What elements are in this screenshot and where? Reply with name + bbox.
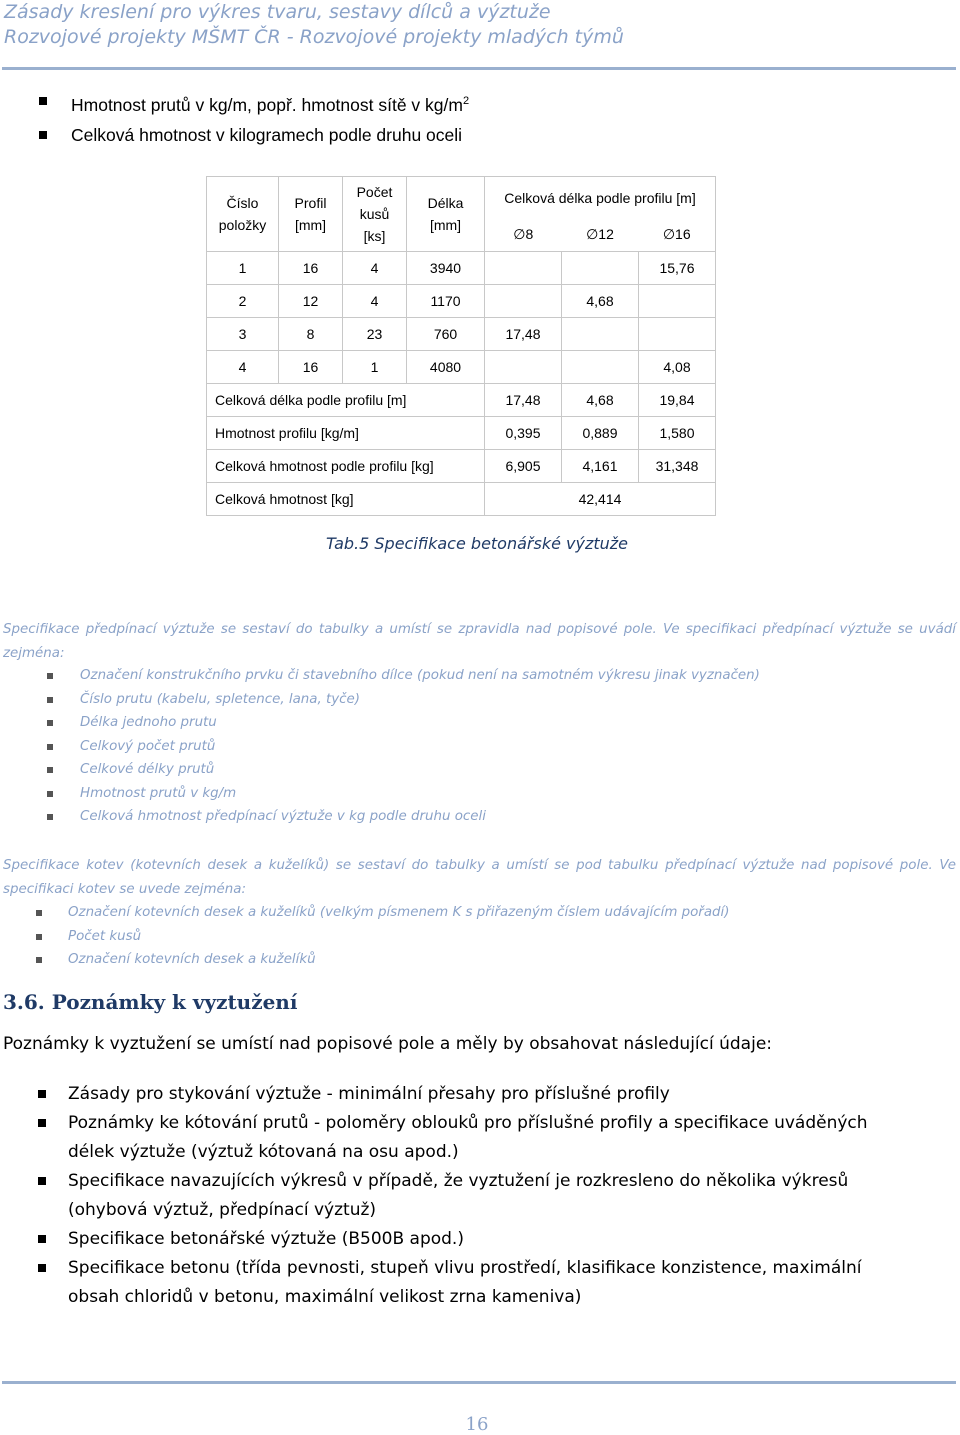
- list-item-text: Celková hmotnost v kilogramech podle druhu oceli: [71, 125, 463, 145]
- list-item-text: Označení konstrukčního prvku či stavebního dílce (pokud není na samotném výkresu jinak vyznačen): [80, 668, 760, 683]
- cell: 8: [279, 317, 343, 350]
- diameter-12: ∅12: [586, 226, 614, 242]
- list-item-text: Zásady pro stykování výztuže - minimální přesahy pro příslušné profily: [68, 1084, 670, 1104]
- square-bullet-icon: [38, 1235, 46, 1243]
- list-item-text: Specifikace navazujících výkresů v případě, že vyztužení je rozkresleno do několika výkresů (ohybová výztuž, předpínací výztuž): [68, 1171, 849, 1220]
- square-bullet-icon: [47, 673, 53, 679]
- cell: 4,68: [562, 284, 639, 317]
- list-item: [46, 688, 760, 712]
- cell: 16: [279, 350, 343, 383]
- cell: 1: [343, 350, 407, 383]
- total-value: 42,414: [485, 482, 716, 515]
- cell: 4: [343, 251, 407, 284]
- spec-table: [206, 176, 716, 516]
- cell: [485, 350, 562, 383]
- cell: 23: [343, 317, 407, 350]
- sum-row-label: Hmotnost profilu [kg/m]: [207, 416, 485, 449]
- cell: [485, 251, 562, 284]
- list-item: [36, 901, 729, 925]
- header-profil: Profil [mm]: [279, 177, 343, 252]
- square-bullet-icon: [39, 131, 47, 139]
- list-item-text: Počet kusů: [68, 928, 142, 944]
- cell: 2: [207, 284, 279, 317]
- square-bullet-icon: [47, 814, 53, 820]
- cell: 1: [207, 251, 279, 284]
- cell: 760: [407, 317, 485, 350]
- header-celkova: Celková délka podle profilu [m]: [485, 177, 716, 219]
- paragraph-predpinaci: Specifikace předpínací výztuže se sestaví do tabulky a umístí se zpravidla nad popisové pole. Ve specifikaci předpínací výztuže se uvádí zejména:: [3, 622, 956, 661]
- square-bullet-icon: [39, 97, 47, 105]
- cell: 0,889: [562, 416, 639, 449]
- cell: 4080: [407, 350, 485, 383]
- square-bullet-icon: [47, 697, 53, 703]
- header-cislo: Číslo položky: [207, 177, 279, 252]
- predpinaci-list: [46, 664, 760, 829]
- cell: 4,08: [639, 350, 716, 383]
- square-bullet-icon: [38, 1264, 46, 1272]
- square-bullet-icon: [36, 957, 42, 963]
- list-item-text: Hmotnost prutů v kg/m, popř. hmotnost sítě v kg/m: [71, 94, 463, 115]
- table-caption: Tab.5 Specifikace betonářské výztuže: [325, 534, 629, 553]
- cell: [562, 251, 639, 284]
- paragraph-kotvy: Specifikace kotev (kotevních desek a kuželíků) se sestaví do tabulky a umístí se pod tabulku předpínací výztuže nad popisové pole. Ve specifikaci kotev se uvede zejména:: [3, 858, 956, 897]
- cell: [639, 317, 716, 350]
- list-item: [46, 735, 760, 759]
- sum-row-label: Celková délka podle profilu [m]: [207, 383, 485, 416]
- cell: 4,161: [562, 449, 639, 482]
- square-bullet-icon: [47, 720, 53, 726]
- list-item: [38, 1225, 918, 1254]
- list-item: [38, 86, 469, 120]
- header-title: Zásady kreslení pro výkres tvaru, sestavy dílců a výztuže: [4, 1, 551, 23]
- table-row: [207, 317, 716, 350]
- list-item-text: Hmotnost prutů v kg/m: [80, 785, 237, 801]
- list-item-text: Označení kotevních desek a kuželíků: [68, 952, 316, 967]
- total-row: [207, 482, 716, 515]
- square-bullet-icon: [47, 744, 53, 750]
- cell: 3: [207, 317, 279, 350]
- cell: 19,84: [639, 383, 716, 416]
- superscript: 2: [462, 95, 470, 107]
- list-item: [46, 805, 760, 829]
- sum-row-label: Celková hmotnost podle profilu [kg]: [207, 449, 485, 482]
- cell: 6,905: [485, 449, 562, 482]
- list-item-text: Délka jednoho prutu: [80, 715, 217, 730]
- list-item: [46, 711, 760, 735]
- cell: 4: [207, 350, 279, 383]
- list-item: [36, 948, 729, 972]
- section-paragraph: Poznámky k vyztužení se umístí nad popisové pole a měly by obsahovat následující údaje:: [3, 1034, 773, 1054]
- cell: [639, 284, 716, 317]
- sum-row: [207, 416, 716, 449]
- top-bullet-list: [38, 86, 469, 154]
- footer-rule: [2, 1381, 956, 1384]
- cell: 15,76: [639, 251, 716, 284]
- cell: 4,68: [562, 383, 639, 416]
- header-pocet: Počet kusů [ks]: [343, 177, 407, 252]
- list-item: [38, 1167, 918, 1225]
- square-bullet-icon: [38, 1119, 46, 1127]
- cell: 3940: [407, 251, 485, 284]
- cell: 12: [279, 284, 343, 317]
- kotvy-list: [36, 901, 729, 972]
- cell: 4: [343, 284, 407, 317]
- list-item-text: Číslo prutu (kabelu, spletence, lana, tyče): [80, 691, 361, 707]
- diameter-16: ∅16: [639, 219, 716, 252]
- list-item-text: Specifikace betonářské výztuže (B500B apod.): [68, 1229, 464, 1249]
- list-item: [46, 758, 760, 782]
- list-item-text: Celkové délky prutů: [80, 762, 215, 777]
- sum-row: [207, 449, 716, 482]
- list-item-text: Poznámky ke kótování prutů - poloměry oblouků pro příslušné profily a specifikace uváděných délek výztuže (výztuž kótovaná na osu apod.): [68, 1113, 868, 1162]
- header-rule: [2, 67, 956, 70]
- cell: 1170: [407, 284, 485, 317]
- cell: [485, 284, 562, 317]
- square-bullet-icon: [38, 1177, 46, 1185]
- list-item: [38, 1080, 918, 1109]
- list-item: [46, 782, 760, 806]
- diameter-8: ∅8: [485, 219, 562, 252]
- list-item-text: Označení kotevních desek a kuželíků (velkým písmenem K s přiřazeným číslem udávajícím pořadí): [68, 905, 730, 920]
- header-delka: Délka [mm]: [407, 177, 485, 252]
- page-header: [4, 0, 624, 50]
- cell: 17,48: [485, 383, 562, 416]
- cell: 17,48: [485, 317, 562, 350]
- list-item: [38, 1254, 918, 1312]
- cell: [562, 350, 639, 383]
- cell: 31,348: [639, 449, 716, 482]
- table-row: [207, 251, 716, 284]
- table-row: [207, 284, 716, 317]
- header-subtitle: Rozvojové projekty MŠMT ČR - Rozvojové projekty mladých týmů: [4, 26, 624, 48]
- list-item: [38, 1109, 918, 1167]
- cell: 16: [279, 251, 343, 284]
- section-heading: 3.6. Poznámky k vyztužení: [3, 990, 298, 1014]
- page-number: 16: [465, 1414, 489, 1435]
- square-bullet-icon: [47, 791, 53, 797]
- cell: 0,395: [485, 416, 562, 449]
- section-bullet-list: [38, 1080, 918, 1312]
- square-bullet-icon: [38, 1090, 46, 1098]
- list-item-text: Celkový počet prutů: [80, 738, 216, 754]
- square-bullet-icon: [36, 934, 42, 940]
- list-item: [38, 120, 469, 154]
- cell: [562, 317, 639, 350]
- sum-row: [207, 383, 716, 416]
- cell: 1,580: [639, 416, 716, 449]
- total-label: Celková hmotnost [kg]: [207, 482, 485, 515]
- list-item-text: Specifikace betonu (třída pevnosti, stupeň vlivu prostředí, klasifikace konzistence, maximální obsah chloridů v betonu, maximální velikost zrna kameniva): [68, 1258, 862, 1307]
- list-item: [46, 664, 760, 688]
- list-item-text: Celková hmotnost předpínací výztuže v kg podle druhu oceli: [80, 809, 486, 824]
- square-bullet-icon: [47, 767, 53, 773]
- list-item: [36, 925, 729, 949]
- square-bullet-icon: [36, 910, 42, 916]
- table-row: [207, 350, 716, 383]
